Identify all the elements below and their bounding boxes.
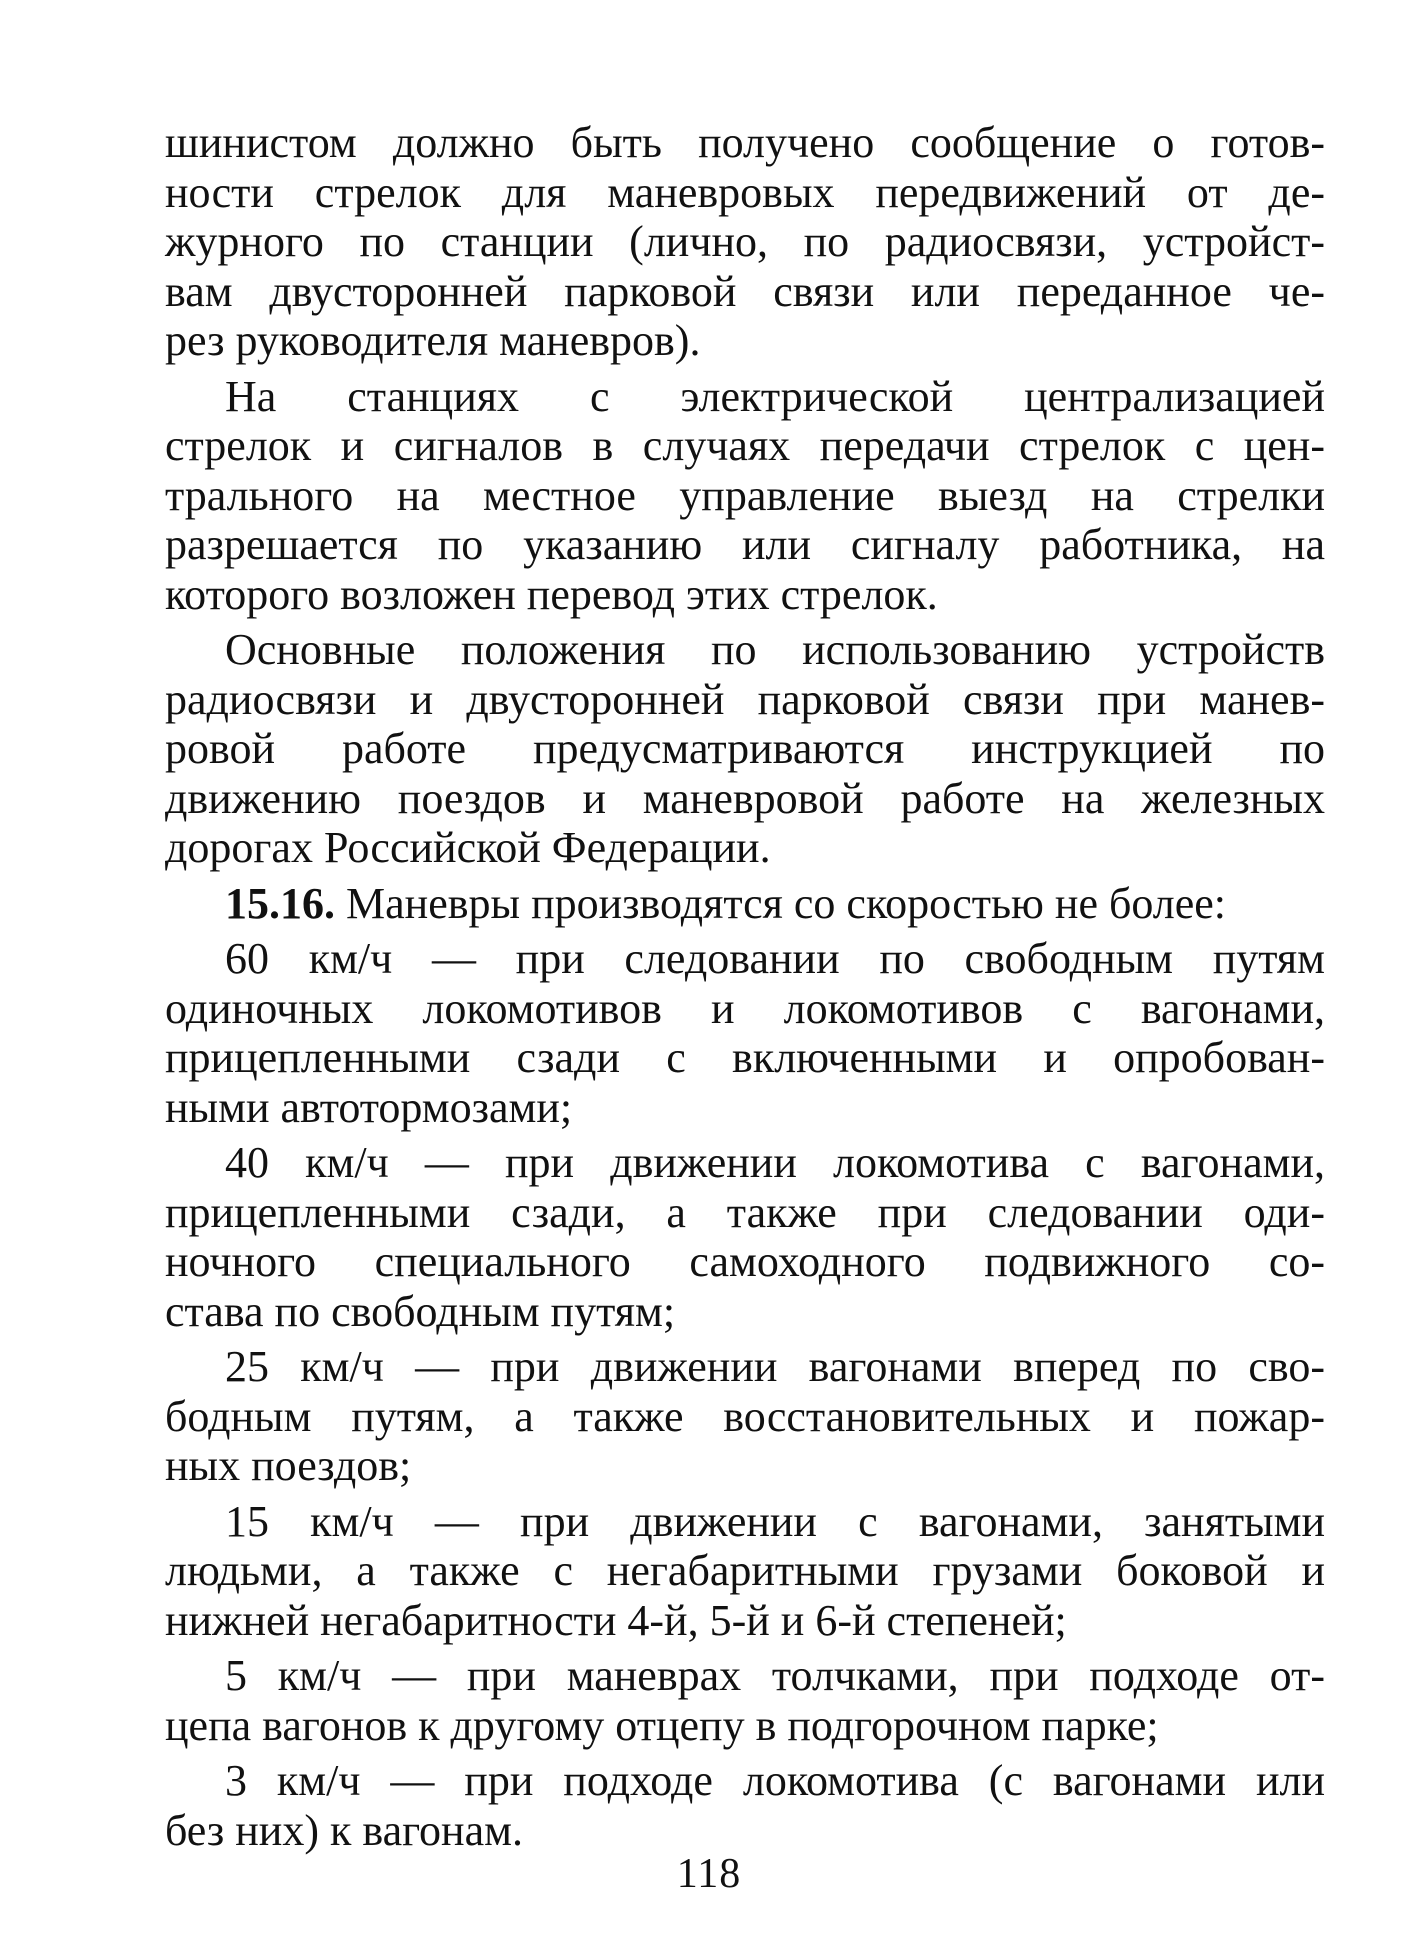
text-line: ночного специального самоходного подвижного со-	[165, 1237, 1325, 1286]
text-line: вам двусторонней парковой связи или переданное че-	[165, 266, 1325, 316]
text-line: без них) к вагонам.	[165, 1805, 523, 1855]
text-line: На станциях с электрической централизацией	[225, 371, 1325, 421]
text-line: ности стрелок для маневровых передвижений от де-	[165, 167, 1325, 217]
paragraph-electric-centralization	[165, 372, 1325, 620]
text-line: трального на местное управление выезд на стрелки	[165, 470, 1325, 520]
text-line: 3 км/ч — при подходе локомотива (с вагонами или	[225, 1756, 1325, 1805]
text-line: стрелок и сигналов в случаях передачи стрелок с цен-	[165, 421, 1325, 470]
paragraph-speed-15	[165, 1497, 1325, 1646]
paragraph-section-15-16	[165, 879, 1325, 929]
section-number: 15.16.	[225, 878, 335, 928]
text-line: одиночных локомотивов и локомотивов с вагонами,	[165, 983, 1325, 1033]
text-line: 40 км/ч — при движении локомотива с вагонами,	[225, 1138, 1325, 1187]
page-body	[165, 118, 1325, 1861]
paragraph-speed-25	[165, 1342, 1325, 1491]
paragraph-speed-3	[165, 1756, 1325, 1855]
text-line: которого возложен перевод этих стрелок.	[165, 569, 938, 619]
text-line: бодным путям, а также восстановительных и пожар-	[165, 1391, 1325, 1441]
text-line: журного по станции (лично, по радиосвязи, устройст-	[165, 217, 1325, 266]
text-line: дорогах Российской Федерации.	[165, 823, 771, 872]
text-line: 15 км/ч — при движении с вагонами, занятыми	[225, 1496, 1325, 1546]
text-line: 5 км/ч — при маневрах толчками, при подходе от-	[225, 1651, 1325, 1700]
paragraph-radio-provisions	[165, 625, 1325, 873]
text-line: прицепленными сзади с включенными и опробован-	[165, 1033, 1325, 1082]
text-line: ными автотормозами;	[165, 1082, 573, 1132]
text-line: 25 км/ч — при движении вагонами вперед по сво-	[225, 1342, 1325, 1391]
text-line: движению поездов и маневровой работе на железных	[165, 773, 1325, 823]
text-line: става по свободным путям;	[165, 1286, 676, 1336]
text-line: радиосвязи и двусторонней парковой связи при манев-	[165, 674, 1325, 724]
text-line: людьми, а также с негабаритными грузами боковой и	[165, 1546, 1325, 1595]
text-line: цепа вагонов к другому отцепу в подгорочном парке;	[165, 1700, 1159, 1750]
paragraph-speed-5	[165, 1651, 1325, 1750]
text-line: ных поездов;	[165, 1441, 412, 1490]
text-line: Основные положения по использованию устройств	[225, 625, 1325, 674]
section-heading-text: Маневры производятся со скоростью не более:	[335, 878, 1227, 928]
paragraph-speed-60	[165, 934, 1325, 1132]
text-line: шинистом должно быть получено сообщение о готов-	[165, 118, 1325, 167]
text-line: 60 км/ч — при следовании по свободным путям	[225, 934, 1325, 983]
paragraph-speed-40	[165, 1138, 1325, 1336]
page-number: 118	[676, 1851, 742, 1897]
text-line: прицепленными сзади, а также при следовании оди-	[165, 1187, 1325, 1237]
text-line: разрешается по указанию или сигналу работника, на	[165, 520, 1325, 569]
paragraph-continuation	[165, 118, 1325, 366]
text-line: рез руководителя маневров).	[165, 316, 701, 365]
text-line: ровой работе предусматриваются инструкцией по	[165, 724, 1325, 773]
text-line	[165, 879, 1325, 929]
text-line: нижней негабаритности 4-й, 5-й и 6-й степеней;	[165, 1595, 1067, 1645]
